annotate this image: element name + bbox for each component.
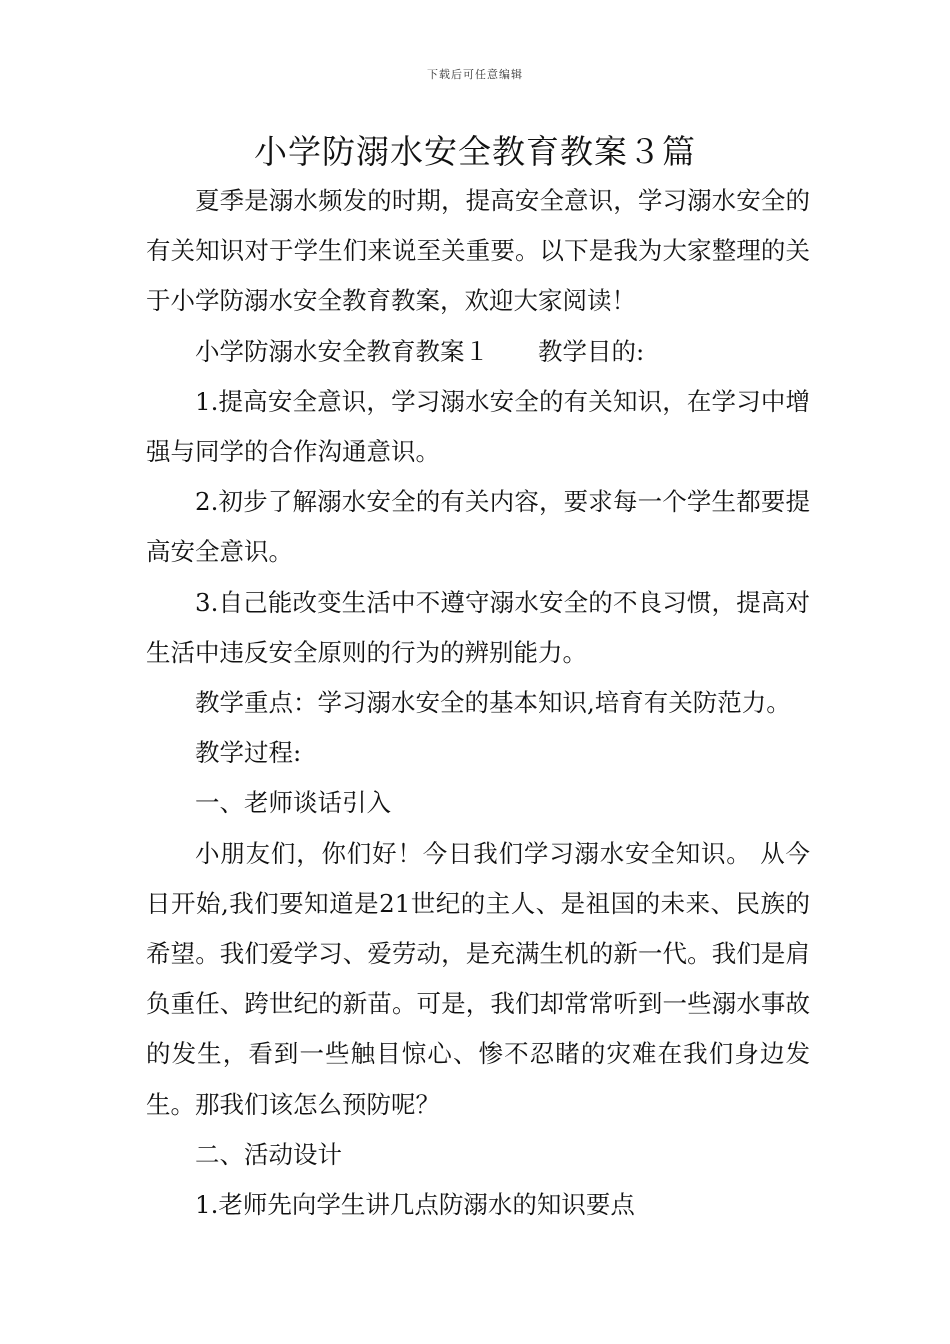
document-body <box>146 176 810 1230</box>
header-note: 下载后可任意编辑 <box>427 68 523 81</box>
document-title: 小学防溺水安全教育教案３篇 <box>254 132 696 171</box>
paragraph-teacher-talk: 小朋友们，你们好！今日我们学习溺水安全知识。 从今日开始,我们要知道是21世纪的主人、是祖国的未来、民族的希望。我们爱学习、爱劳动，是充满生机的新一代。我们是肩负重任、跨世纪的新苗。可是，我们却常常听到一些溺水事故的发生，看到一些触目惊心、惨不忍睹的灾难在我们身边发生。那我们该怎么预防呢？ <box>146 838 810 1119</box>
paragraph-goal-2: 2.初步了解溺水安全的有关内容，要求每一个学生都要提高安全意识。 <box>146 487 810 567</box>
paragraph-intro: 夏季是溺水频发的时期，提高安全意识，学习溺水安全的有关知识对于学生们来说至关重要。以下是我为大家整理的关于小学防溺水安全教育教案，欢迎大家阅读！ <box>146 186 810 316</box>
paragraph-process-heading: 教学过程: <box>195 738 302 768</box>
paragraph-goal-1: 1.提高安全意识，学习溺水安全的有关知识，在学习中增强与同学的合作沟通意识。 <box>146 386 810 467</box>
paragraph-activity-1: 1.老师先向学生讲几点防溺水的知识要点 <box>195 1190 635 1220</box>
paragraph-section-1: 一、老师谈话引入 <box>195 788 391 818</box>
paragraph-key-point: 教学重点：学习溺水安全的基本知识,培育有关防范力。 <box>195 688 791 718</box>
paragraph-goal-3: 3.自己能改变生活中不遵守溺水安全的不良习惯，提高对生活中违反安全原则的行为的辨别能力。 <box>146 587 810 667</box>
paragraph-lesson-heading: 小学防溺水安全教育教案１ 教学目的: <box>195 336 645 366</box>
paragraph-section-2: 二、活动设计 <box>195 1139 342 1169</box>
